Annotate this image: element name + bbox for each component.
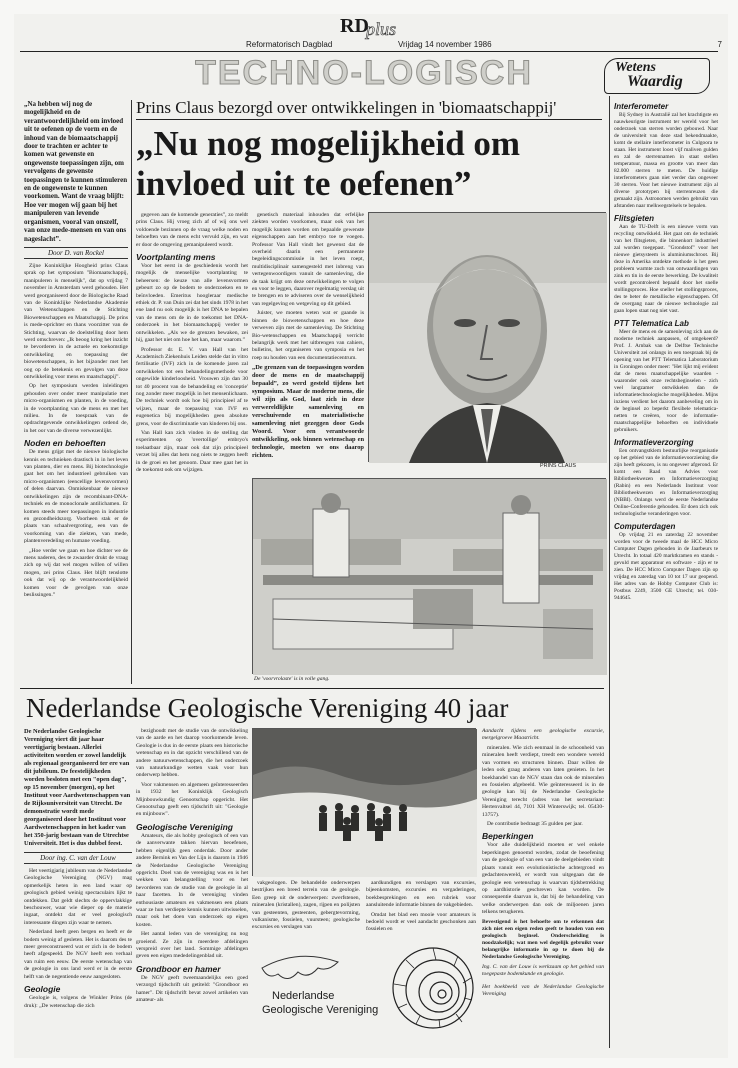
section-banner [170,55,558,91]
ngv-logo-line2: Geologische Vereniging [262,1004,379,1016]
article1-quote: „De grenzen van de toepassingen worden door de mens en de maatschappij bepaald”, zo werd gesteld tijdens het symposium. Maar de moderne mens, die wil zijn als God, laat zich in deze verwereldlijkte samenleving en verschuivende en materialistische samenleving niet gezeggen door Gods Woord. Voor een verantwoorde ontwikkeling, ook binnen wetenschap en technologie, moeten we ons daarop richten. [252,364,364,460]
article2-column-4 [366,880,476,933]
article1-headline: „Nu nog mogelijkheid om invloed uit te oefenen” [136,124,521,203]
column-rule [131,100,132,684]
article2-paragraph: Omdat het blad een mooie voor amateurs is bedoeld wordt er veel aandacht geschonken aan fossielen en [366,911,476,933]
masthead-logo [336,14,406,38]
article1-subheading: Noden en behoeften [24,438,106,449]
article2-paragraph: vakgeologen. De behandelde onderwerpen bestrijken een breed terrein van de geologie. Een greep uit de onderwerpen: zwerfstenen, mineralen (kristallen), zagen, rijpen en polijsten van gesteenten, gesteenten, gebergtevorming, vulkanisme, fossielen, vuursteen; geologische excursies en verslagen van [252,880,360,931]
article1-byline: Door D. van Rockel [24,247,128,259]
logo-line2: Waardig [627,73,683,90]
excursion-caption: Aandacht tijdens een geologische excursie, mergelgroeve Maastricht. [482,728,604,741]
svg-text:RD: RD [340,15,369,37]
lab-illustration [253,479,607,675]
article2-paragraph: Nederland heeft geen bergen en heeft er de bodem weinig af gesleten. Het is daarom des te meer gereconstrueerd wat er zich in de bodem heeft afgespeeld. De NGV heeft een verhaal van ruim een eeuw. De eerste wetenschap van de geologie in ons land werd er in de eerste helft van de negentiende eeuw aangesloten. [24,929,132,980]
article1-paragraph: Voor het eerst in de geschiedenis wordt het mogelijk de menselijke voortplanting te beheersen: de keuze van alle levensvormen gebeurt zo op de bodem te onderzoeken en te beïnvloeden. Emeritus hoogleraar medische ethiek dr. P. van Duin zei dat het sinds 1978 in het ene land nu ook mogelijk is het DNA te bepalen van de mens om de in de toekomst het DNA-onderzoek in het biomaatschappij verder te ontwikkelen. „Als we de grenzen bewaken, zei hij, gaat het niet om hoe het kan, maar waarom.” [136,263,249,344]
excursion-illustration [253,729,477,877]
article2-headline: Nederlandse Geologische Vereniging 40 jaar [26,693,509,723]
sidebar-text: Een ontvangstklem bestuurlijke reorganisatie op het gebied van de informatievoorziening die zijn heeft gekozen, is nu ongeveer afgerond. Er komt een Raad van Advies voor Bibliotheekwezen en Informatieverzorging (Rabin) en een Nederlands Instituut voor Bibliotheekwezen en Informatieverzorging (NBBI). Onlangs werd de eerste Nederlandse Online-Conferentie gehouden. Er doen zich ook technologische veranderingen voor. [614,448,718,517]
wetenswaardig-logo [604,58,712,96]
sidebar-text: Aan de TU-Delft is een nieuwe vorm van recycling ontwikkeld. Het gaat om de techniek van het flitsgieten, die binnenkort industrieel zal worden toegepast. "Grondstof" voor het nieuwe gietsysteem is aluminiumschroot. Bij deze in Amerika ontdekte methode is het geen probleem warmte zuch van ontwaardingen van zink en tin in de eerste bewerking. De kwaliteit wordt gecontroleerd bepaald door het snelle stollingsproces. Hoe sneller het stollingsproces, des te beter de metallische eigenschappen. Of de overgang naar de nieuwe technologie zal gaan lopen staat nog niet vast. [614,224,718,314]
ammonite-icon [258,928,480,1046]
article1-paragraph: „Hoe verder we gaan en hoe dichter we de mens naderen, des te zwaarder drukt de vraag zich op wij dat wel mogen willen of willen mogen, zei prins Claus. Het blijft tenslotte ook dat wij op de verantwoordelijkheid komen voor de gevolgen van onze beslissingen.” [24,547,128,598]
sidebar-text: Meer de mens en de samenleving zich aan de moderne techniek aanpassen, of omgekeerd? Prof. J. Arnbak van de Delftse Technische Universiteit zei onlangs in een toespraak bij de opening van het PTT Telematica Laboratorium in Groningen onder meer: "Het lijkt mij evident dat de mens maatschappelijke waarden - waaronder ook onze rechtsbeginselen - zich veel langzamer ontwikkelen dan de informatietechnologische mogelijkheden. Mijns inziens verdient het daarom aanbeveling om in de beginsel zo beperkt flexibele telematica-netten te creëren, voor de informatie-maatschappelijke behoeften en individuele gebruikers. [614,329,718,433]
masthead-rule [20,51,718,52]
article1-paragraph: gegeven aan de komende generaties”, zo meldt prins Claus. Hij vroeg zich af of wij ons wel voldoende bezinnen op de vraag welke noden en behoeften van de mens echt vervuld zijn, en wat er door de omgeving gemanipuleerd wordt. [136,212,248,248]
article2-column-1 [24,728,132,1048]
article1-lead-column [24,100,128,684]
sidebar [614,98,718,1048]
sidebar-rule [609,96,610,1048]
article2-paragraph: Voor alle duidelijkheid moeten er wel enkele beperkingen genoemd worden, zodat de beoefening van de geologie of van een van de deelgebieden vindt plaats vanuit een evolutionistische achtergrond en gedachtenwereld, er wordt van uitgegaan dat de geologie een wetenschap is waarvan tijdsbetrekking op aardhistorie geschreven kan worden. De consequentie daarvan is, dat bij de behandeling van welke onderwerpen dan ook de miljoenen jaren telkens terugkeren. [482,842,604,916]
article2-subheading: Geologische Vereniging [136,821,233,832]
article2-paragraph: aardkundigen en verslagen van excursies, bijeenkomsten, excursies en vergaderingen, boekbesprekingen en een rubriek voor aansluitende informatie binnen de vakgebieden. [366,880,476,909]
sidebar-heading: Interferometer [614,102,669,111]
article1-lead: „Na hebben wij nog de mogelijkheid en de verantwoordelijkheid om invloed uit te oefenen op de vorm en de inhoud van de biomaatschappij door te trachten er achter te komen wat gewenste en ongewenste toepassingen zijn, om vervolgens de gewenste toepassingen te kunnen stimuleren en de ongewenste te kunnen voorkomen. Want de vraag blijft: Hoe ver mogen wij gaan bij het manipuleren van levende organismen, vooral van onszelf, van onze mede-mensen en van ons nageslacht”. [24,100,128,243]
article1-paragraph: Professor dr. E. V. van Hall van het Academisch Ziekenhuis Leiden stelde dat in vitro fertilisatie (IVF) zich in de komende jaren zal ontwikkelen tot een behandelingsmethode voor ongewilde kinderloosheid. Vrouwen zijn dan 30 tot 40 procent van de behandeling en 'conceptie' nog zonder meer mogelijk in het mensenlichaam. De techniek wordt ook hoe bij principieel af te wijzen, maar de toepassing van IVF en eugenetica bij mogelijkheden geen absolute grens, voor de discriminatie van kinderen bij ons. [136,346,248,427]
article2-paragraph: bezighoudt met de studie van de ontwikkeling van de aarde en het daarop voorkomende leven. Geologie is dus in de eerste plaats een historische wetenschap en in dat opzicht verschillend van de andere natuurwetenschappen, die het onderzoek van natuurkundige wetten vaak voor hun onderwerp hebben. [136,728,248,779]
sidebar-text: Op vrijdag 21 en zaterdag 22 november worden voor de tweede maal de HCC Micro Computer Dagen gehouden in de Jaarbeurs te Utrecht. In totaal 420 marktkramen en stands - gevuld met apparatuur en software - zijn er te zien. De HCC Micro Computer Dagen zijn op vrijdag en zaterdag van 10 tot 17 uur geopend. Het adres van de Hobby Computer Club is: Postbus 2249, 3500 GE Utrecht; tel. 030-944645. [614,532,718,601]
sidebar-heading: Flitsgieten [614,214,655,223]
article2-subheading: Geologie [24,984,61,995]
sidebar-heading: Computerdagen [614,522,676,531]
svg-text:plus: plus [366,19,397,39]
article2-subheading: Grondboor en hamer [136,963,221,974]
section-title: TECHNO-LOGISCH [195,54,533,92]
article2-paragraph: mineralen. Wie zich eenmaal in de schoonheid van mineralen heeft verdiept, treedt een wondere wereld van vormen en structuren binnen. Daar willen de leden ook graag anderen van laten genieten. In het boekhandel van de NGV staan dan ook de mineralen en fossielen afgebeeld. Wie geïnteresseerd is in de geologie kan bij de Nederlandse Geologische Vereniging terecht (adres van het secretariaat: Hertenvaltsel 44, 7101 XH Winterswijk; tel. 05430-13757). [482,745,604,818]
sidebar-text: Bij Sydney in Australië zal het krachtigste en nauwkeurigste instrument ter wereld voor het onderzoek van sterren worden gebouwd. Naar de universiteit van deze stad bekendmaakte, komt de stellaire interferometer in Culgoora te staan. Het instrument loost vijf maliven gulden en zal de sterrennamen in staat stellen temperatuur, massa en grootte van meer dan 82.000 sterren te meten. De huidige interferometers gaan niet verder dan ongeveer 30 sterren. Voor het nieuwe instrument zijn al diverse prototypen bij sterrenreuzen die gemaakt zijn. Astronomen werden gebruikt van afstanden naar melkwegstelsels te bepalen. [614,112,718,209]
article2-paragraph: Het aantal leden van de vereniging nu nog groeiend. Ze zijn in meerdere afdelingen verspreid over het land. Sommige afdelingen geven een eigen mededelingenblad uit. [136,931,248,960]
issue-date: Vrijdag 14 november 1986 [398,40,492,49]
article2-byline: Door ing. C. van der Louw [24,852,132,864]
article1-column-3 [252,212,364,478]
rd-plus-logo [336,14,406,38]
portrait-illustration [369,213,607,463]
article2-subheading: Beperkingen [482,831,534,842]
article2-paragraph: Geologie is, volgens de Winkler Prins (de druk): „De wetenschap die zich [24,995,132,1009]
lab-photo-caption: De 'voorvrolaste' is in volle gang. [254,676,330,682]
page-number: 7 [717,40,722,49]
laboratory-photo [252,478,606,674]
article1-paragraph: genetisch materiaal inhouden dat erfelijke ziekten worden voorkomen, maar ook van het mogelijk kunnen worden om bepaalde gewenste eigenschappen aan het embryo toe te voegen. Professor Van Hall vindt het gewenst dat de overheid daarin een permanente begeleidingscommissie in het leven roept, multidisciplinair samengesteld met inbreng van vertegenwoordigers vanuit de samenleving, die de taak krijgt om deze ontwikkelingen te volgen en voor te leggen, daarover regelmatig verslag uit te brengen en te adviseren over de wenselijkheid van regelgeving en wetgeving op dit gebied. [252,212,364,307]
sidebar-heading: Informatieverzorging [614,438,694,447]
article2-paragraph: De contributie bedraagt 35 gulden per jaar. [487,821,583,828]
article2-paragraph: Voor vakmensen en algemeen geïnteresseerden in 1932 het Koninklijk Geologisch Mijnbouwkundig Genootschap opgericht. Het Genootschap geeft een tijdschrift uit: "Geologie en mijnbouw". [136,781,248,818]
article1-paragraph: Van Hall kan zich vinden in de stelling dat experimenten op 'overtollige' embryo's toelaatbaar zijn, maar ook dat zijn principieel verzet bij alles dat hem nog niets te zeggen heeft in de groei en het genoom. Daar mee gaat het in de toekomst ook om wijzigen. [136,429,248,473]
article1-paragraph: Op het symposium werden inleidingen gehouden over onder meer manipulatie met micro-organismen en planten, in de voeding, in de voortplanting van de mens en met het milieu. In de toespraak van de opdrachtgevende ontwikkelingen ordend de, in het oor van de diverse verwezenlijkt. [24,383,128,434]
article1-subheading: Voortplanting mens [136,252,216,263]
article1-paragraph: Zijne Koninklijke Hoogheid prins Claus sprak op het symposium "Biomaatschappij, manipuleren is menselijk", dat op vrijdag 7 november in Amsterdam werd gehouden. Het werd georganiseerd door de Biologische Raad van de Koninklijke Nederlandse Akademie van Wetenschappen en de Stichting Biowetenschappen en Maatschappij. De prins is mede-oprichter en thans voorzitter van de Stichting, waarvan de doelstelling door hem werd omschreven: „Ik beoog kring het inzicht te bevorderen in de actuele en toekomstige ontwikkeling en toepassing der biowetenschappen, in het bijzonder met het oog op de betekenis en gevolgen van deze ontwikkeling voor mens en maatschappij”. [24,262,128,380]
article2-paragraph: Amateurs, die als hobby geologisch of een van de aanverwante takken hiervan beoefenen, hebben eigenlijk geen onderdak. Door ander andere Bernink en Van der Lijn is daarom in 1946 de Nederlandse Geologische Vereniging opgericht. Doel van de vereniging was en is het wekken van belangstelling voor en het bevorderen van de studie van de geologie in al haar facetten. In de vereniging vinden enthousiaste amateurs en vakmensen een plaats waar ze hun verdiepte kennis kunnen uitwisselen, maar ook het doen van onderzoek op eigen kosten. [136,832,248,928]
sidebar-heading: PTT Telematica Lab [614,319,689,328]
prince-claus-photo [368,212,606,462]
article2-paragraph: Het veertigjarig jubileum van de Nederlandse Geologische Vereniging (NGV) mag opmerkelijk heten in een land waar op geologisch gebied weinig spectaculairs lijkt te ontdekken. Dat geldt slechts de oppervlakkige beschouwer, waar wie dieper op de materie ingaat, ontdekt dat er veel geologisch interessante dingen zijn waar te nemen. [24,868,132,926]
article2-column-3 [252,880,360,931]
author-caption: Ing. C. van der Louw is werkzaam op het gebied van toegepaste bodemkunde en geologie. [482,963,604,977]
article2-bold-note: Bevestigend is het behoefte om te erkennen dat zich niet een eigen reden geeft te houden van een geologisch beginsel. Onderscheiding is noodzakelijk; wat men wel degelijk gebruikt voor belangrijke informatie in op te doen bij de Nederlandse Geologische Vereniging. [482,918,604,960]
article1-paragraph: Juister, we moeten weten wat er gaande is binnen de biowetenschappen en hoe deze verweven zijn met de samenleving. De Stichting Bio-wetenschappen en Maatschappij verricht belangrijk werk met het uitbrengen van cahiers, bulletins, het organiseren van symposia en het roep nu houden van een documentatiecentrum. [252,310,364,361]
article-divider [20,688,604,689]
logo-line1: Wetens [615,60,656,75]
article2-paragraph: De NGV geeft tweemaandelijks een goed verzorgd tijdschrift uit getiteld: "Grondboor en hamer". Dit tijdschrift bevat zowel artikelen van amateur- als [136,974,248,1003]
logo-caption: Het boekbeeld van de Nederlandse Geologische Vereniging [482,983,604,997]
portrait-credit: PRINS CLAUS [540,463,576,469]
ngv-logo-line1: Nederlandse [272,990,335,1002]
article1-kicker: Prins Claus bezorgd over ontwikkelingen in 'biomaatschappij' [136,98,602,120]
paper-name: Reformatorisch Dagblad [246,40,333,49]
article2-lead: De Nederlandse Geologische Vereniging viert dit jaar haar veertigjarig bestaan. Allerlei activiteiten worden er zowel landelijk als regionaal georganiseerd ter ere van dit jubileum. De feestelijkheden worden besloten met een "open dag", op 15 november (morgen), op het Instituut voor Aardwetenschappen van de Rijksuniversiteit van Utrecht. De demonstratie wordt mede georganiseerd door het Instituut voor Aardwetenschappen in het kader van het 350-jarig bestaan van de Utrechtse Universiteit. Het is dus dubbel feest. [24,728,131,847]
article1-column-2 [136,212,248,684]
article1-paragraph: De mens grijpt met de nieuwe biologische kennis en technieken drastisch in in het leven van planten, dier en mens. Bij biotechnologie gaat het om het industrieel gebruiken van micro-organismen (eencellige levensvormen) of delen daarvan. Onmiskenbaar de nieuwe ontwikkelingen zijn de recombinant-DNA-techniek en de monoclonale antilichamen. Er komen steeds meer toepassingen in industrie en gezondheidszorg. Voorheen stak er de plaats van schaalvergroting, een van de voorkoming van die ziekten, van mede, plantenveredeling en humane voeding. [24,449,128,545]
article2-column-2 [136,728,248,1048]
article2-column-5 [482,728,604,1048]
ngv-logo [258,928,480,1046]
excursion-photo [252,728,476,876]
